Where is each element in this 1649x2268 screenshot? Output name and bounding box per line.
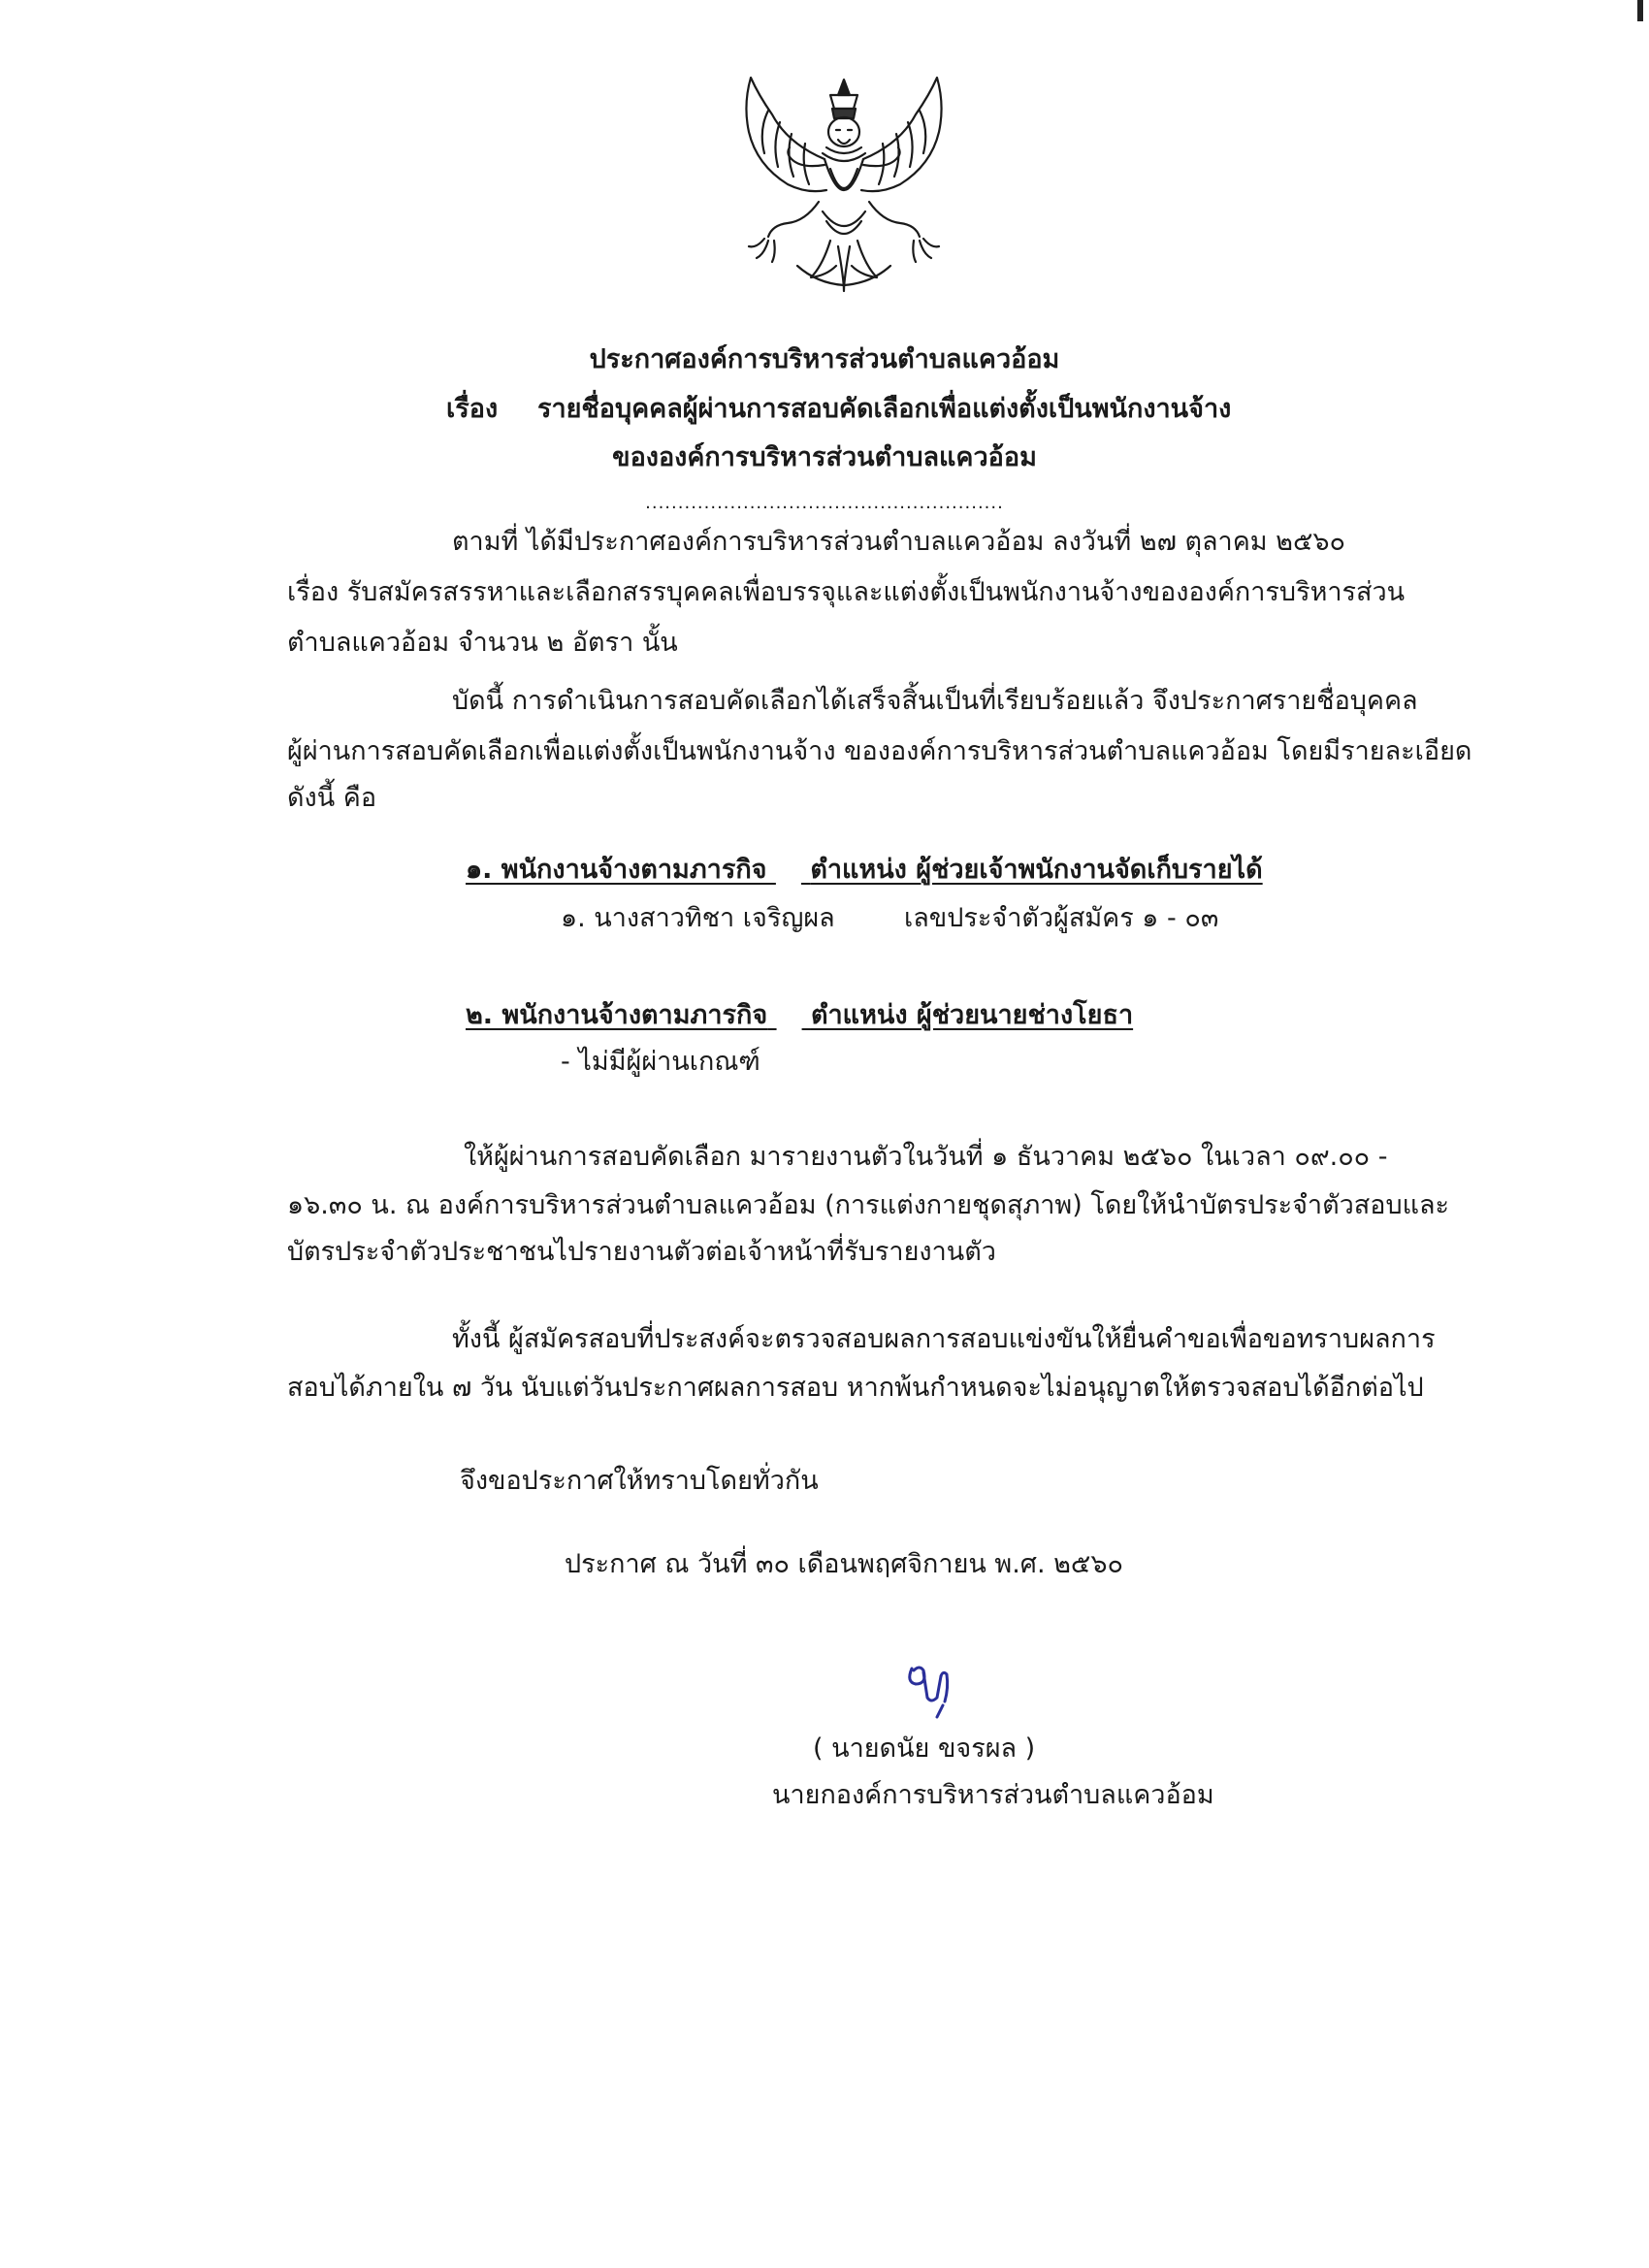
position-2-type: ๒. พนักงานจ้างตามภารกิจ — [466, 1000, 768, 1030]
handwritten-signature-icon — [898, 1649, 976, 1727]
subject-line — [446, 393, 1231, 426]
paragraph4-line1: ทั้งนี้ ผู้สมัครสอบที่ประสงค์จะตรวจสอบผลการสอบแข่งขันให้ยื่นคำขอเพื่อขอทราบผลการ — [452, 1324, 1436, 1354]
paragraph1-line3: ตำบลแควอ้อม จำนวน ๒ อัตรา นั้น — [287, 628, 678, 658]
paragraph2-line3: ดังนี้ คือ — [287, 783, 377, 813]
paragraph3-line2: ๑๖.๓๐ น. ณ องค์การบริหารส่วนตำบลแควอ้อม (การแต่งกายชุดสุภาพ) โดยให้นำบัตรประจำตัวสอบและ — [287, 1190, 1450, 1220]
signer-name: ( นายดนัย ขจรผล ) — [813, 1733, 1036, 1764]
position-1-entry-name: ๑. นางสาวทิชา เจริญผล — [561, 903, 835, 933]
subject-text: รายชื่อบุคคลผู้ผ่านการสอบคัดเลือกเพื่อแต่งตั้งเป็นพนักงานจ้าง — [536, 394, 1232, 424]
paragraph2-line1: บัดนี้ การดำเนินการสอบคัดเลือกได้เสร็จสิ้นเป็นที่เรียบร้อยแล้ว จึงประกาศรายชื่อบุคคล — [452, 686, 1418, 716]
position-2-heading — [466, 999, 1133, 1032]
paragraph1-line2: เรื่อง รับสมัครสรรหาและเลือกสรรบุคคลเพื่อบรรจุและแต่งตั้งเป็นพนักงานจ้างขององค์การบริหารส่วน — [287, 577, 1406, 607]
position-1-heading — [466, 854, 1263, 887]
subject-label: เรื่อง — [446, 394, 499, 424]
announcement-title: ประกาศองค์การบริหารส่วนตำบลแควอ้อม — [589, 344, 1060, 374]
position-1-entry-id: เลขประจำตัวผู้สมัคร ๑ - ๐๓ — [904, 903, 1219, 933]
paragraph4-line2: สอบได้ภายใน ๗ วัน นับแต่วันประกาศผลการสอบ หากพ้นกำหนดจะไม่อนุญาตให้ตรวจสอบได้อีกต่อไป — [287, 1373, 1424, 1403]
paragraph3-line3: บัตรประจำตัวประชาชนไปรายงานตัวต่อเจ้าหน้าที่รับรายงานตัว — [287, 1237, 996, 1267]
announcement-date: ประกาศ ณ วันที่ ๓๐ เดือนพฤศจิกายน พ.ศ. ๒๕๖๐ — [565, 1549, 1123, 1579]
announcement-title-line3: ขององค์การบริหารส่วนตำบลแควอ้อม — [612, 442, 1037, 472]
paragraph2-line2: ผู้ผ่านการสอบคัดเลือกเพื่อแต่งตั้งเป็นพนักงานจ้าง ขององค์การบริหารส่วนตำบลแควอ้อม โดยมีรายละเอียด — [287, 736, 1472, 766]
position-2-title: ตำแหน่ง ผู้ช่วยนายช่างโยธา — [810, 1000, 1134, 1030]
position-1-title: ตำแหน่ง ผู้ช่วยเจ้าพนักงานจัดเก็บรายได้ — [810, 855, 1263, 885]
paragraph1-line1: ตามที่ ได้มีประกาศองค์การบริหารส่วนตำบลแควอ้อม ลงวันที่ ๒๗ ตุลาคม ๒๕๖๐ — [452, 527, 1346, 557]
closing-statement: จึงขอประกาศให้ทราบโดยทั่วกัน — [460, 1466, 819, 1496]
dotted-rule: ....................................................... — [645, 493, 1004, 513]
signer-title: นายกองค์การบริหารส่วนตำบลแควอ้อม — [772, 1780, 1214, 1810]
garuda-emblem-icon — [729, 76, 958, 295]
position-1-type: ๑. พนักงานจ้างตามภารกิจ — [466, 855, 767, 885]
scan-edge-mark — [1637, 0, 1643, 21]
position-2-entry-name: - ไม่มีผู้ผ่านเกณฑ์ — [561, 1047, 760, 1077]
paragraph3-line1: ให้ผู้ผ่านการสอบคัดเลือก มารายงานตัวในวันที่ ๑ ธันวาคม ๒๕๖๐ ในเวลา ๐๙.๐๐ - — [464, 1142, 1388, 1172]
